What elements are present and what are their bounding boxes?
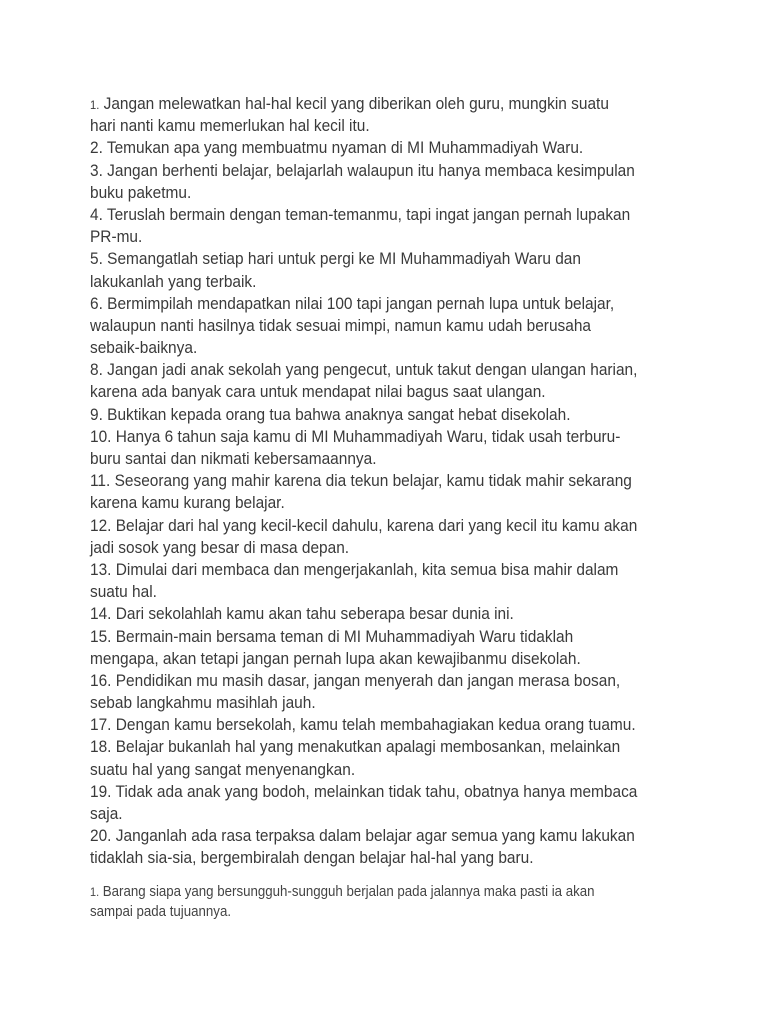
item-text: Bermimpilah mendapatkan nilai 100 tapi jangan pernah lupa untuk belajar, xyxy=(107,293,615,313)
item-number: 4. xyxy=(90,204,103,224)
item-line xyxy=(90,470,648,492)
item-line xyxy=(90,603,648,625)
item-number: 10. xyxy=(90,426,112,446)
list-item xyxy=(90,825,648,869)
item-line xyxy=(90,736,648,758)
item-line xyxy=(90,204,648,226)
item-text: Dari sekolahlah kamu akan tahu seberapa besar dunia ini. xyxy=(115,604,514,624)
item-text: Belajar bukanlah hal yang menakutkan apalagi membosankan, melainkan xyxy=(115,737,621,757)
item-text: Dengan kamu bersekolah, kamu telah membahagiakan kedua orang tuamu. xyxy=(115,715,636,735)
item-number: 20. xyxy=(90,826,112,846)
item-line xyxy=(90,404,648,426)
item-line xyxy=(90,559,648,581)
item-line xyxy=(90,714,648,736)
item-line: suatu hal yang sangat menyenangkan. xyxy=(90,759,356,779)
list-item xyxy=(90,515,648,559)
item-number: 3. xyxy=(90,160,103,180)
item-number: 12. xyxy=(90,515,112,535)
item-text: Pendidikan mu masih dasar, jangan menyerah dan jangan merasa bosan, xyxy=(115,670,621,690)
item-number: 6. xyxy=(90,293,103,313)
list-item xyxy=(90,781,648,825)
note-number: 1. xyxy=(90,885,100,899)
item-text: Teruslah bermain dengan teman-temanmu, tapi ingat jangan pernah lupakan xyxy=(106,204,631,224)
item-text: Buktikan kepada orang tua bahwa anaknya sangat hebat disekolah. xyxy=(107,404,571,424)
item-line xyxy=(90,293,648,315)
item-line xyxy=(90,160,648,182)
item-line xyxy=(90,248,648,270)
item-number: 8. xyxy=(90,360,103,380)
motivational-list xyxy=(90,93,648,870)
item-line xyxy=(90,93,648,115)
item-number: 1. xyxy=(90,98,100,112)
item-text: Temukan apa yang membuatmu nyaman di MI Muhammadiyah Waru. xyxy=(106,138,584,158)
item-line: suatu hal. xyxy=(90,582,157,602)
item-line: PR-mu. xyxy=(90,227,143,247)
item-line: lakukanlah yang terbaik. xyxy=(90,271,257,291)
item-line: walaupun nanti hasilnya tidak sesuai mimpi, namun kamu udah berusaha xyxy=(90,315,591,335)
item-line xyxy=(90,137,648,159)
item-line xyxy=(90,359,648,381)
item-line: sebaik-baiknya. xyxy=(90,338,198,358)
list-item xyxy=(90,670,648,714)
list-item xyxy=(90,559,648,603)
item-text: Seseorang yang mahir karena dia tekun belajar, kamu tidak mahir sekarang xyxy=(114,471,632,491)
list-item xyxy=(90,470,648,514)
item-text: Jangan melewatkan hal-hal kecil yang diberikan oleh guru, mungkin suatu xyxy=(103,94,609,113)
quote-note xyxy=(90,883,636,922)
item-text: Janganlah ada rasa terpaksa dalam belajar agar semua yang kamu lakukan xyxy=(115,826,635,846)
item-number: 9. xyxy=(90,404,103,424)
item-text: Bermain-main bersama teman di MI Muhammadiyah Waru tidaklah xyxy=(115,626,574,646)
list-item xyxy=(90,736,648,780)
note-text: Barang siapa yang bersungguh-sungguh berjalan pada jalannya maka pasti ia akan xyxy=(102,884,595,900)
item-line: saja. xyxy=(90,804,123,823)
item-line: buru santai dan nikmati kebersamaannya. xyxy=(90,449,377,468)
list-item xyxy=(90,204,648,248)
item-text: Jangan jadi anak sekolah yang pengecut, untuk takut dengan ulangan harian, xyxy=(107,360,638,380)
list-item xyxy=(90,137,648,159)
item-number: 14. xyxy=(90,604,112,624)
item-text: Hanya 6 tahun saja kamu di MI Muhammadiyah Waru, tidak usah terburu- xyxy=(115,426,621,446)
list-item xyxy=(90,714,648,736)
item-number: 17. xyxy=(90,715,112,735)
list-item xyxy=(90,293,648,360)
item-number: 19. xyxy=(90,781,112,801)
list-item xyxy=(90,160,648,204)
item-line xyxy=(90,670,648,692)
item-text: Dimulai dari membaca dan mengerjakanlah, kita semua bisa mahir dalam xyxy=(115,559,619,579)
item-number: 5. xyxy=(90,249,103,269)
item-number: 11. xyxy=(90,471,111,491)
item-text: Jangan berhenti belajar, belajarlah walaupun itu hanya membaca kesimpulan xyxy=(107,160,635,180)
list-item xyxy=(90,359,648,403)
item-number: 15. xyxy=(90,626,112,646)
item-text: Semangatlah setiap hari untuk pergi ke MI Muhammadiyah Waru dan xyxy=(107,249,581,269)
item-line: karena ada banyak cara untuk mendapat nilai bagus saat ulangan. xyxy=(90,382,546,402)
list-item xyxy=(90,603,648,625)
item-line: sebab langkahmu masihlah jauh. xyxy=(90,693,316,713)
item-text: Tidak ada anak yang bodoh, melainkan tidak tahu, obatnya hanya membaca xyxy=(115,781,638,801)
item-number: 13. xyxy=(90,559,112,579)
list-item xyxy=(90,404,648,426)
item-text: Belajar dari hal yang kecil-kecil dahulu, karena dari yang kecil itu kamu akan xyxy=(115,515,638,535)
item-number: 16. xyxy=(90,670,112,690)
list-item xyxy=(90,93,648,137)
note-line: sampai pada tujuannya. xyxy=(90,903,232,920)
item-line xyxy=(90,781,648,803)
item-line: tidaklah sia-sia, bergembiralah dengan belajar hal-hal yang baru. xyxy=(90,848,534,868)
item-line: karena kamu kurang belajar. xyxy=(90,493,285,513)
item-line: buku paketmu. xyxy=(90,182,192,202)
note-line xyxy=(90,883,636,903)
item-number: 2. xyxy=(90,138,103,158)
item-line xyxy=(90,515,648,537)
list-item xyxy=(90,248,648,292)
item-line: jadi sosok yang besar di masa depan. xyxy=(90,537,350,557)
item-line xyxy=(90,825,648,847)
item-line: hari nanti kamu memerlukan hal kecil itu. xyxy=(90,116,370,136)
item-line xyxy=(90,426,648,448)
item-line: mengapa, akan tetapi jangan pernah lupa akan kewajibanmu disekolah. xyxy=(90,648,581,668)
item-line xyxy=(90,626,648,648)
list-item xyxy=(90,426,648,470)
item-number: 18. xyxy=(90,737,112,757)
list-item xyxy=(90,626,648,670)
